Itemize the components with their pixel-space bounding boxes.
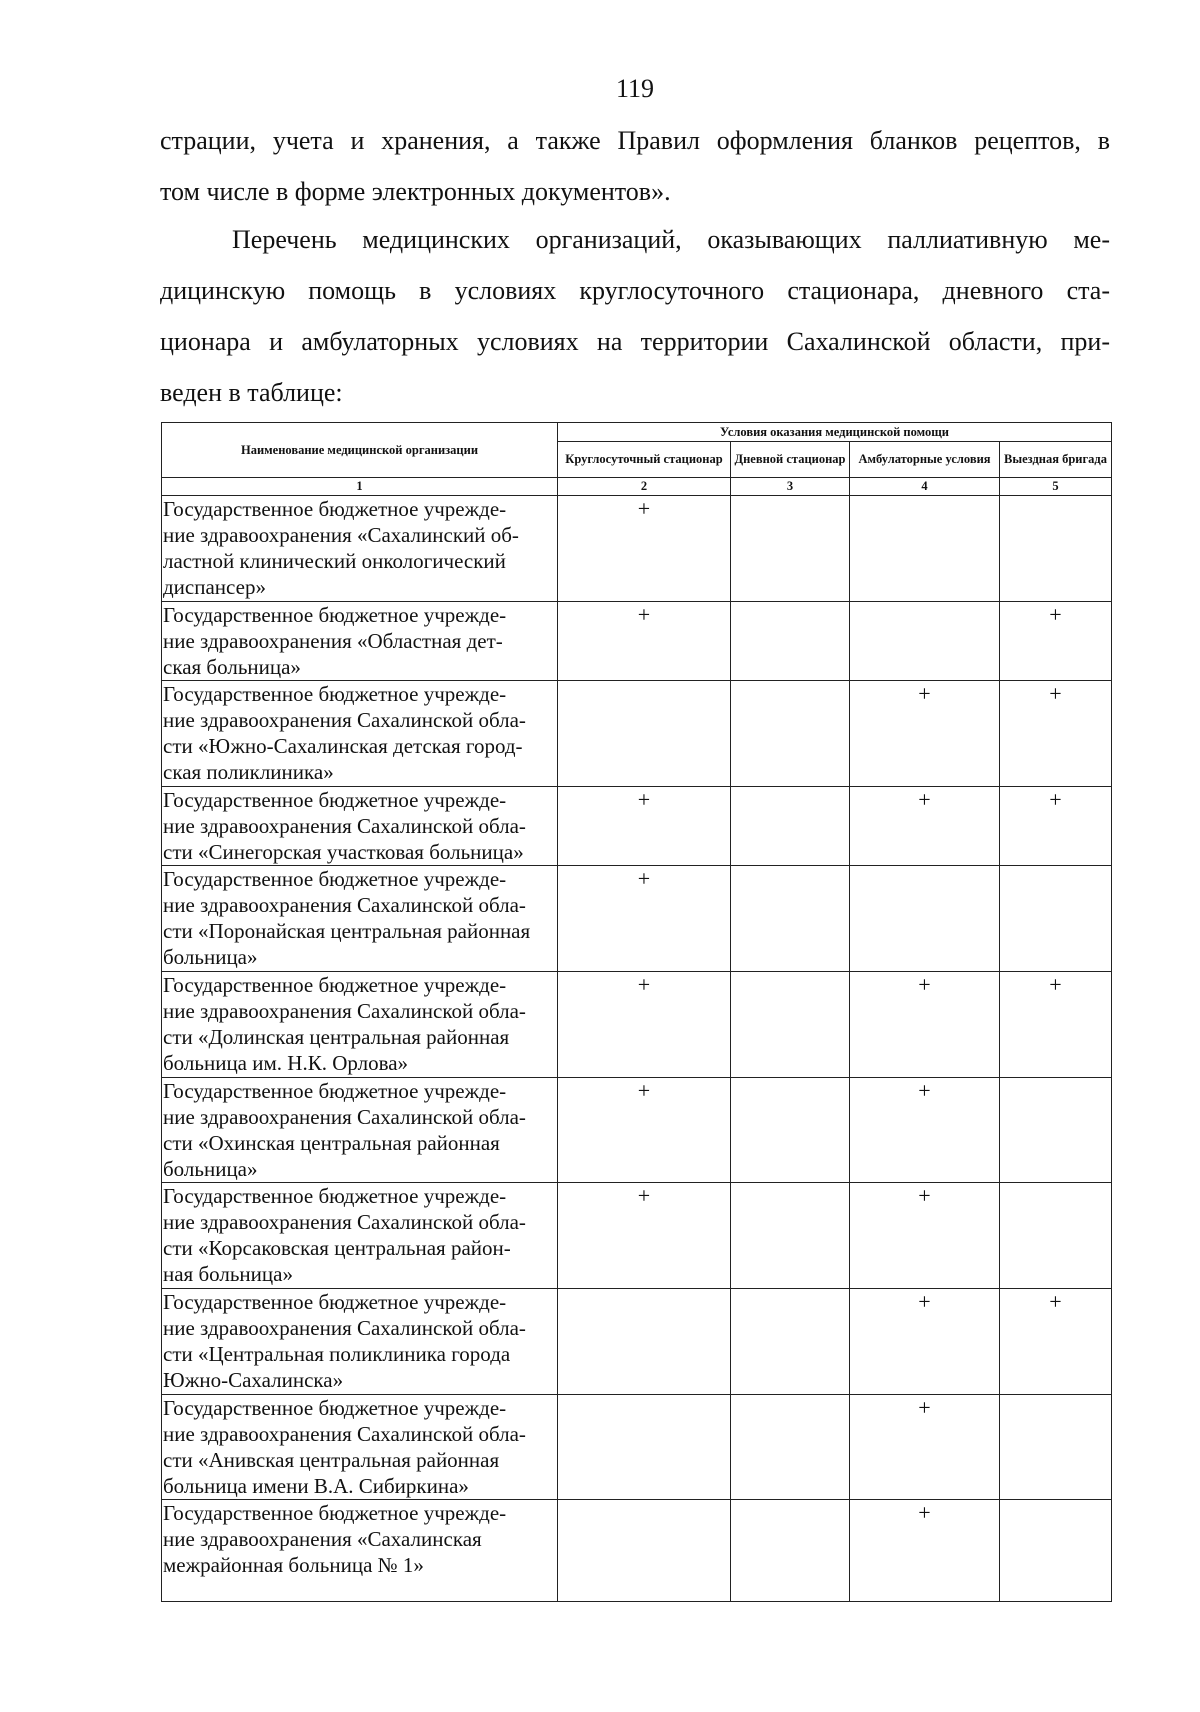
mark-cell [731,601,850,681]
mark-cell: + [850,1183,1000,1289]
mark-cell [731,496,850,602]
mark-cell [1000,496,1112,602]
mark-cell [731,681,850,787]
mark-cell [1000,866,1112,972]
mark-cell [731,866,850,972]
table-row [162,496,1112,602]
mark-cell [1000,1500,1112,1602]
column-number-row [162,478,1112,496]
mark-cell: + [850,1288,1000,1394]
organization-name-cell: Государственное бюджетное учрежде- ние здравоохранения Сахалинской обла- сти «Корсаковская центральная район- ная больница» [162,1183,558,1289]
mark-cell: + [1000,681,1112,787]
mark-cell [850,866,1000,972]
mark-cell: + [558,971,731,1077]
table-row [162,786,1112,866]
mark-cell [558,1500,731,1602]
mark-cell: + [850,1077,1000,1183]
organization-name-cell: Государственное бюджетное учрежде- ние здравоохранения «Сахалинский об- ластной клинический онкологический диспансер» [162,496,558,602]
mark-cell: + [1000,786,1112,866]
mark-cell [731,1183,850,1289]
header-col-day-hospital: Дневной стационар [731,442,850,478]
table-row [162,1183,1112,1289]
mark-cell: + [558,1077,731,1183]
mark-cell [1000,1394,1112,1500]
page-number: 119 [615,74,655,103]
organization-name-cell: Государственное бюджетное учрежде- ние здравоохранения Сахалинской обла- сти «Центральная поликлиника города Южно-Сахалинска» [162,1288,558,1394]
text-line: ционара и амбулаторных условиях на территории Сахалинской области, при- [160,327,1110,356]
table-row [162,1077,1112,1183]
mark-cell [731,1500,850,1602]
table-row [162,971,1112,1077]
mark-cell [731,1394,850,1500]
mark-cell [731,1077,850,1183]
mark-cell: + [558,601,731,681]
mark-cell: + [558,496,731,602]
mark-cell: + [850,786,1000,866]
header-col-outpatient: Амбулаторные условия [850,442,1000,478]
header-conditions-group: Условия оказания медицинской помощи [558,423,1112,442]
mark-cell: + [850,681,1000,787]
organization-name-cell: Государственное бюджетное учрежде- ние здравоохранения «Областная дет- ская больница» [162,601,558,681]
mark-cell: + [1000,601,1112,681]
mark-cell: + [558,786,731,866]
organizations-table [161,422,1112,1602]
intro-paragraph [160,115,1110,217]
mark-cell [1000,1077,1112,1183]
mark-cell [850,496,1000,602]
table-row [162,1500,1112,1602]
mark-cell [558,681,731,787]
organization-name-cell: Государственное бюджетное учрежде- ние здравоохранения Сахалинской обла- сти «Анивская центральная районная больница имени В.А. Сибиркина» [162,1394,558,1500]
column-number: 4 [850,478,1000,496]
column-number: 5 [1000,478,1112,496]
mark-cell: + [558,1183,731,1289]
organization-name-cell: Государственное бюджетное учрежде- ние здравоохранения Сахалинской обла- сти «Охинская центральная районная больница» [162,1077,558,1183]
list-intro-paragraph [160,214,1110,418]
mark-cell [558,1394,731,1500]
table-row [162,1288,1112,1394]
mark-cell [1000,1183,1112,1289]
organization-name-cell: Государственное бюджетное учрежде- ние здравоохранения Сахалинской обла- сти «Южно-Сахалинская детская город- ская поликлиника» [162,681,558,787]
text-line: страции, учета и хранения, а также Правил оформления бланков рецептов, в [160,126,1110,155]
text-line: Перечень медицинских организаций, оказывающих паллиативную ме- [232,225,1110,254]
column-number: 1 [162,478,558,496]
text-line: дицинскую помощь в условиях круглосуточного стационара, дневного ста- [160,276,1110,305]
table-row [162,601,1112,681]
header-row [162,423,1112,442]
mark-cell: + [850,971,1000,1077]
column-number: 3 [731,478,850,496]
mark-cell [731,786,850,866]
mark-cell [558,1288,731,1394]
organization-name-cell: Государственное бюджетное учрежде- ние здравоохранения Сахалинской обла- сти «Синегорская участковая больница» [162,786,558,866]
table-row [162,1394,1112,1500]
mark-cell: + [850,1394,1000,1500]
organization-name-cell: Государственное бюджетное учрежде- ние здравоохранения «Сахалинская межрайонная больница № 1» [162,1500,558,1602]
mark-cell: + [1000,1288,1112,1394]
mark-cell: + [850,1500,1000,1602]
table-row [162,866,1112,972]
header-col-mobile-team: Выездная бригада [1000,442,1112,478]
table-row [162,681,1112,787]
organization-name-cell: Государственное бюджетное учрежде- ние здравоохранения Сахалинской обла- сти «Поронайская центральная районная больница» [162,866,558,972]
text-line: том числе в форме электронных документов». [160,177,671,206]
header-col-round-clock: Круглосуточный стационар [558,442,731,478]
organization-name-cell: Государственное бюджетное учрежде- ние здравоохранения Сахалинской обла- сти «Долинская центральная районная больница им. Н.К. Орлова» [162,971,558,1077]
mark-cell [731,971,850,1077]
mark-cell [731,1288,850,1394]
mark-cell: + [1000,971,1112,1077]
column-number: 2 [558,478,731,496]
header-org-name: Наименование медицинской организации [162,423,558,478]
mark-cell [850,601,1000,681]
text-line: веден в таблице: [160,378,343,407]
mark-cell: + [558,866,731,972]
